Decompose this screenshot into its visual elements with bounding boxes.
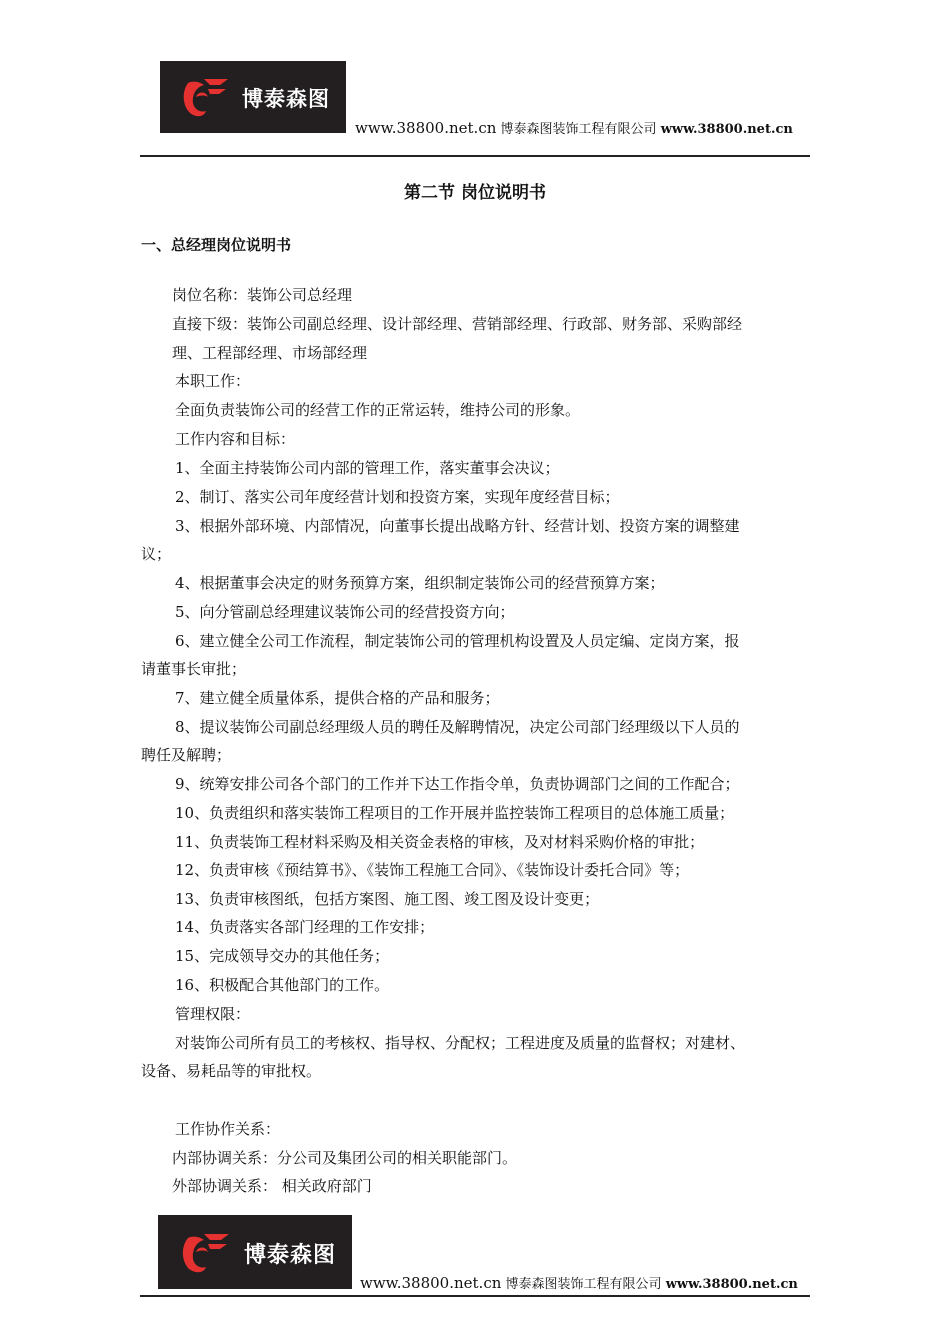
page-title: 第二节 岗位说明书 (404, 183, 546, 203)
header-company: 博泰森图装饰工程有限公司 (500, 122, 657, 137)
logo-text: 博泰森图 (242, 87, 330, 111)
body-line: 10、负责组织和落实装饰工程项目的工作开展并监控装饰工程项目的总体施工质量； (175, 804, 735, 822)
footer-company: 博泰森图装饰工程有限公司 (505, 1277, 662, 1292)
section-heading: 一、总经理岗位说明书 (141, 236, 292, 254)
body-line: 11、负责装饰工程材料采购及相关资金表格的审核，及对材料采购价格的审批； (175, 833, 705, 851)
footer-rule (140, 1295, 810, 1297)
body-line: 外部协调关系： 相关政府部门 (172, 1177, 372, 1195)
body-line: 管理权限： (175, 1005, 251, 1023)
body-line: 设备、易耗品等的审批权。 (141, 1062, 322, 1080)
body-line: 工作协作关系： (175, 1120, 281, 1138)
body-line: 9、统筹安排公司各个部门的工作并下达工作指令单，负责协调部门之间的工作配合； (175, 775, 740, 793)
footer-logo (158, 1215, 352, 1289)
body-line: 工作内容和目标： (175, 430, 296, 448)
body-line: 16、积极配合其他部门的工作。 (175, 976, 390, 994)
body-line: 12、负责审核《预结算书》、《装饰工程施工合同》、《装饰设计委托合同》等； (175, 861, 690, 879)
header-url-bold[interactable]: www.38800.net.cn (660, 122, 793, 137)
body-line: 岗位名称：装饰公司总经理 (172, 286, 353, 304)
body-line: 议； (141, 545, 172, 563)
body-line: 13、负责审核图纸，包括方案图、施工图、竣工图及设计变更； (175, 890, 600, 908)
body-line: 2、制订、落实公司年度经营计划和投资方案，实现年度经营目标； (175, 488, 620, 506)
body-line: 聘任及解聘； (141, 746, 232, 764)
body-line: 14、负责落实各部门经理的工作安排； (175, 918, 435, 936)
body-line: 理、工程部经理、市场部经理 (172, 344, 368, 362)
header-caption (355, 118, 793, 137)
header-rule (140, 155, 810, 157)
body-line: 6、建立健全公司工作流程，制定装饰公司的管理机构设置及人员定编、定岗方案，报 (175, 632, 740, 650)
logo-text: 博泰森图 (244, 1243, 337, 1268)
header-url[interactable]: www.38800.net.cn (355, 119, 497, 137)
body-line: 本职工作： (175, 372, 251, 390)
body-line: 内部协调关系：分公司及集团公司的相关职能部门。 (172, 1149, 518, 1167)
body-line: 请董事长审批； (141, 660, 247, 678)
body-line: 15、完成领导交办的其他任务； (175, 947, 390, 965)
footer-url-bold[interactable]: www.38800.net.cn (665, 1277, 798, 1292)
company-logo (160, 61, 346, 133)
footer-url[interactable]: www.38800.net.cn (360, 1274, 502, 1292)
body-line: 1、全面主持装饰公司内部的管理工作，落实董事会决议； (175, 459, 560, 477)
body-line: 4、根据董事会决定的财务预算方案，组织制定装饰公司的经营预算方案； (175, 574, 665, 592)
footer-caption (360, 1273, 798, 1292)
body-line: 全面负责装饰公司的经营工作的正常运转，维持公司的形象。 (175, 401, 581, 419)
body-line: 3、根据外部环境、内部情况，向董事长提出战略方针、经营计划、投资方案的调整建 (175, 517, 740, 535)
body-line: 7、建立健全质量体系，提供合格的产品和服务； (175, 689, 500, 707)
body-line: 直接下级：装饰公司副总经理、设计部经理、营销部经理、行政部、财务部、采购部经 (172, 315, 743, 333)
body-line: 8、提议装饰公司副总经理级人员的聘任及解聘情况，决定公司部门经理级以下人员的 (175, 718, 740, 736)
body-line: 5、向分管副总经理建议装饰公司的经营投资方向； (175, 603, 515, 621)
body-line: 对装饰公司所有员工的考核权、指导权、分配权；工程进度及质量的监督权；对建材、 (175, 1034, 746, 1052)
